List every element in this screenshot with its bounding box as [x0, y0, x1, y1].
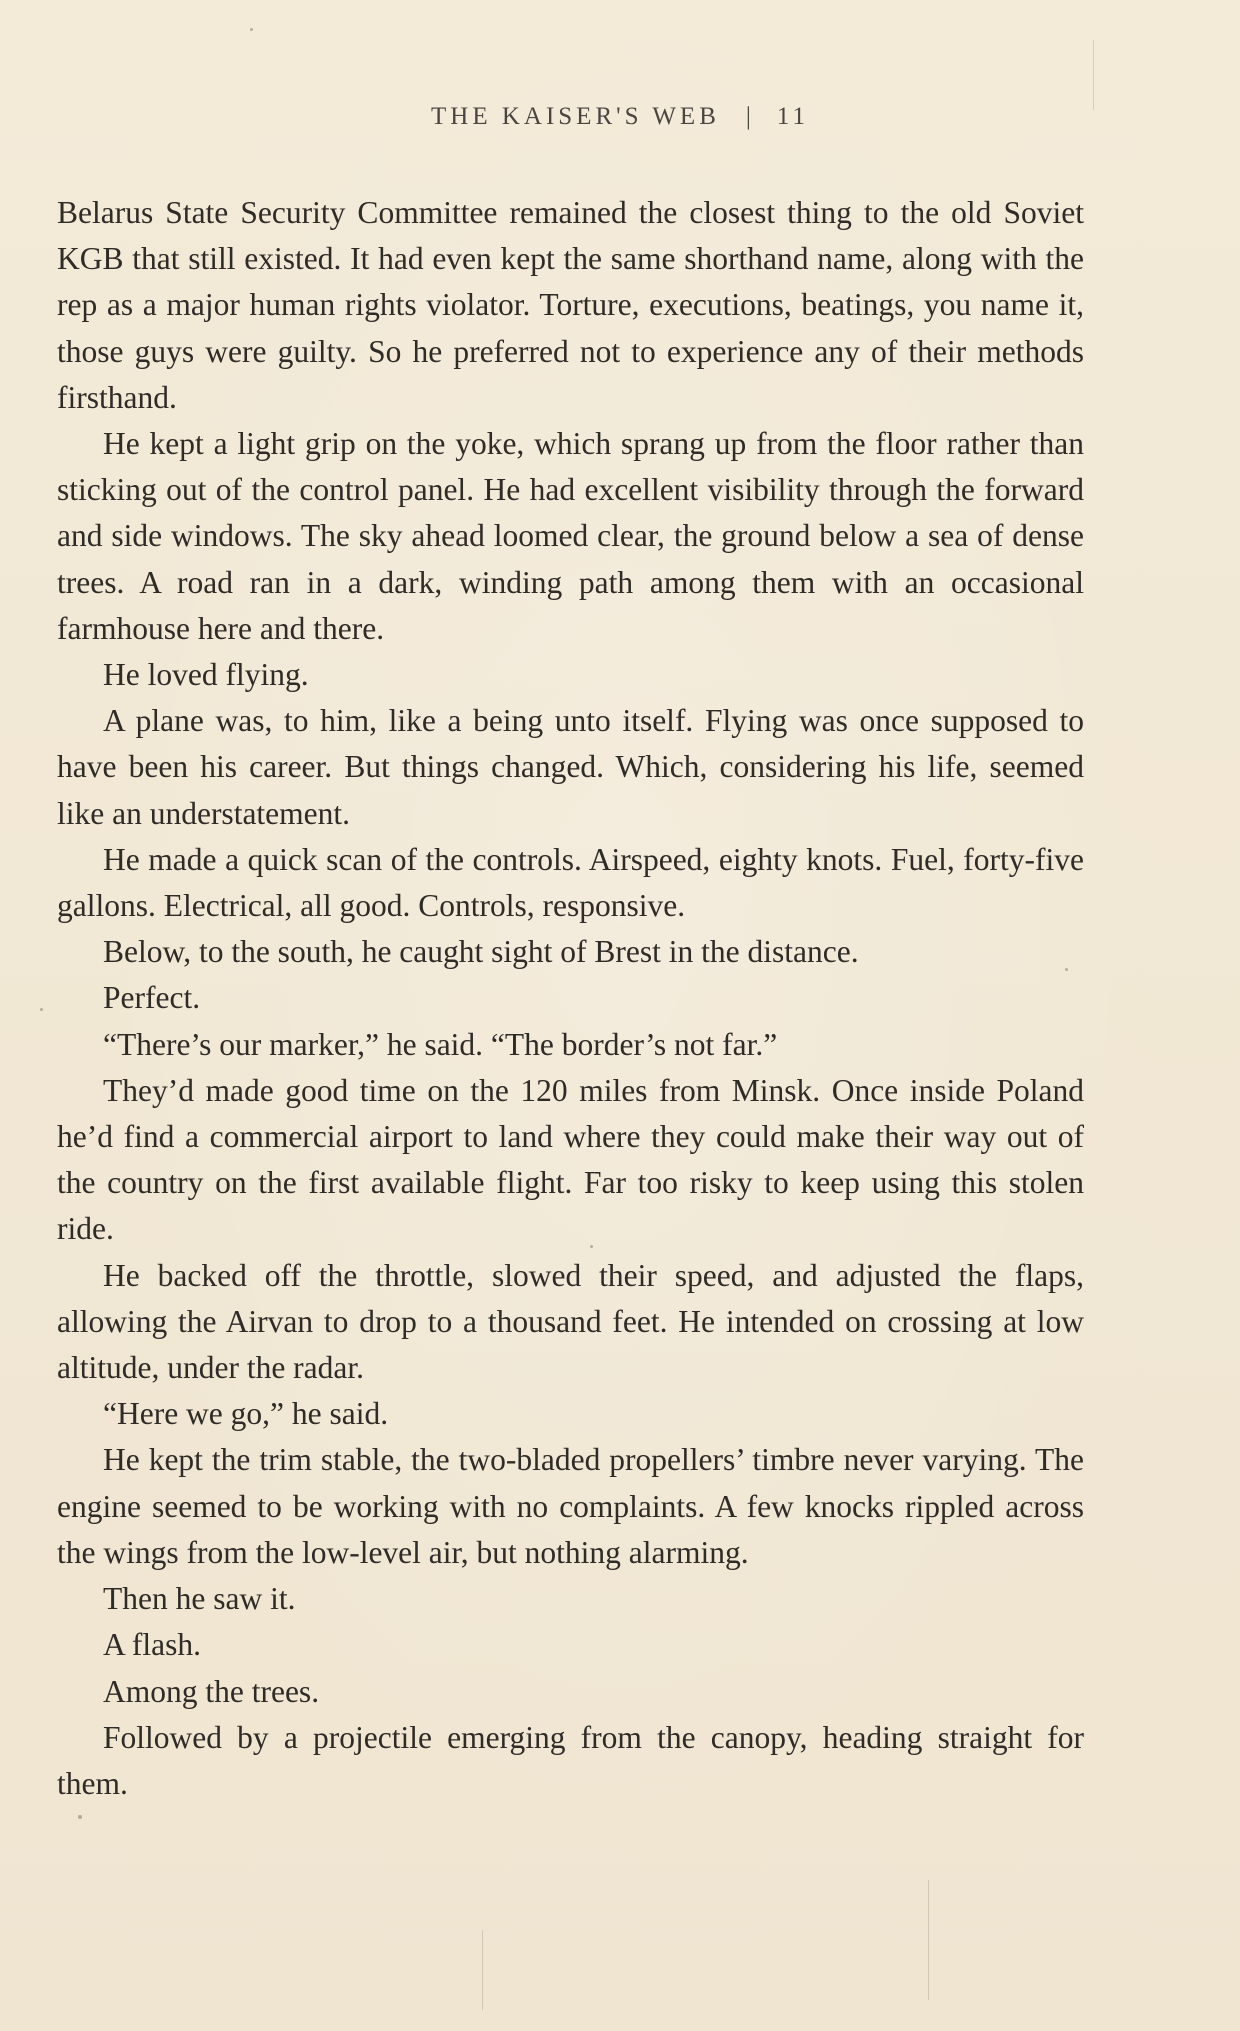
paragraph: A plane was, to him, like a being unto itself. Flying was once supposed to have been his career. But things changed. Which, considering his life, seemed like an understatement.: [57, 703, 1084, 831]
paragraph: “Here we go,” he said.: [103, 1396, 389, 1432]
paragraph: A flash.: [103, 1627, 201, 1663]
paragraph: He backed off the throttle, slowed their speed, and adjusted the flaps, allowing the Airvan to drop to a thousand feet. He intended on crossing at low altitude, under the radar.: [57, 1257, 1084, 1386]
paragraph: “There’s our marker,” he said. “The border’s not far.”: [103, 1026, 778, 1062]
paragraph: Belarus State Security Committee remained the closest thing to the old Soviet KGB that still existed. It had even kept the same shorthand name, along with the rep as a major human rights violator. Torture, executions, beatings, you name it, those guys were guilty. So he preferred not to experience any of their methods firsthand.: [57, 195, 1084, 415]
page-number: 11: [776, 103, 809, 130]
paragraph: He made a quick scan of the controls. Airspeed, eighty knots. Fuel, forty-five gallons. Electrical, all good. Controls, responsive.: [57, 841, 1084, 924]
paper-scratch: [1093, 40, 1094, 110]
header-separator: |: [745, 103, 751, 130]
book-title: THE KAISER'S WEB: [431, 103, 720, 130]
paper-speck: [250, 28, 253, 31]
paper-scratch: [928, 1880, 929, 2000]
paper-speck: [1065, 968, 1068, 971]
paragraph: Below, to the south, he caught sight of Brest in the distance.: [103, 934, 859, 970]
paragraph: Among the trees.: [103, 1673, 320, 1709]
paragraph: Then he saw it.: [103, 1581, 296, 1617]
body-text: [57, 190, 1084, 1807]
paper-speck: [78, 1815, 82, 1819]
paragraph: Perfect.: [103, 980, 201, 1016]
paragraph: He loved flying.: [103, 657, 309, 693]
paragraph: They’d made good time on the 120 miles from Minsk. Once inside Poland he’d find a commercial airport to land where they could make their way out of the country on the first available flight. Far too risky to keep using this stolen ride.: [57, 1072, 1084, 1247]
paragraph: He kept a light grip on the yoke, which sprang up from the floor rather than sticking out of the control panel. He had excellent visibility through the forward and side windows. The sky ahead loomed clear, the ground below a sea of dense trees. A road ran in a dark, winding path among them with an occasional farmhouse here and there.: [57, 426, 1084, 646]
running-header: [0, 103, 1240, 131]
paper-speck: [40, 1008, 43, 1011]
paper-speck: [590, 1245, 593, 1248]
paragraph: He kept the trim stable, the two-bladed propellers’ timbre never varying. The engine seemed to be working with no complaints. A few knocks rippled across the wings from the low-level air, but nothing alarming.: [57, 1442, 1084, 1570]
paper-scratch: [482, 1930, 483, 2010]
paragraph: Followed by a projectile emerging from the canopy, heading straight for them.: [57, 1719, 1084, 1801]
